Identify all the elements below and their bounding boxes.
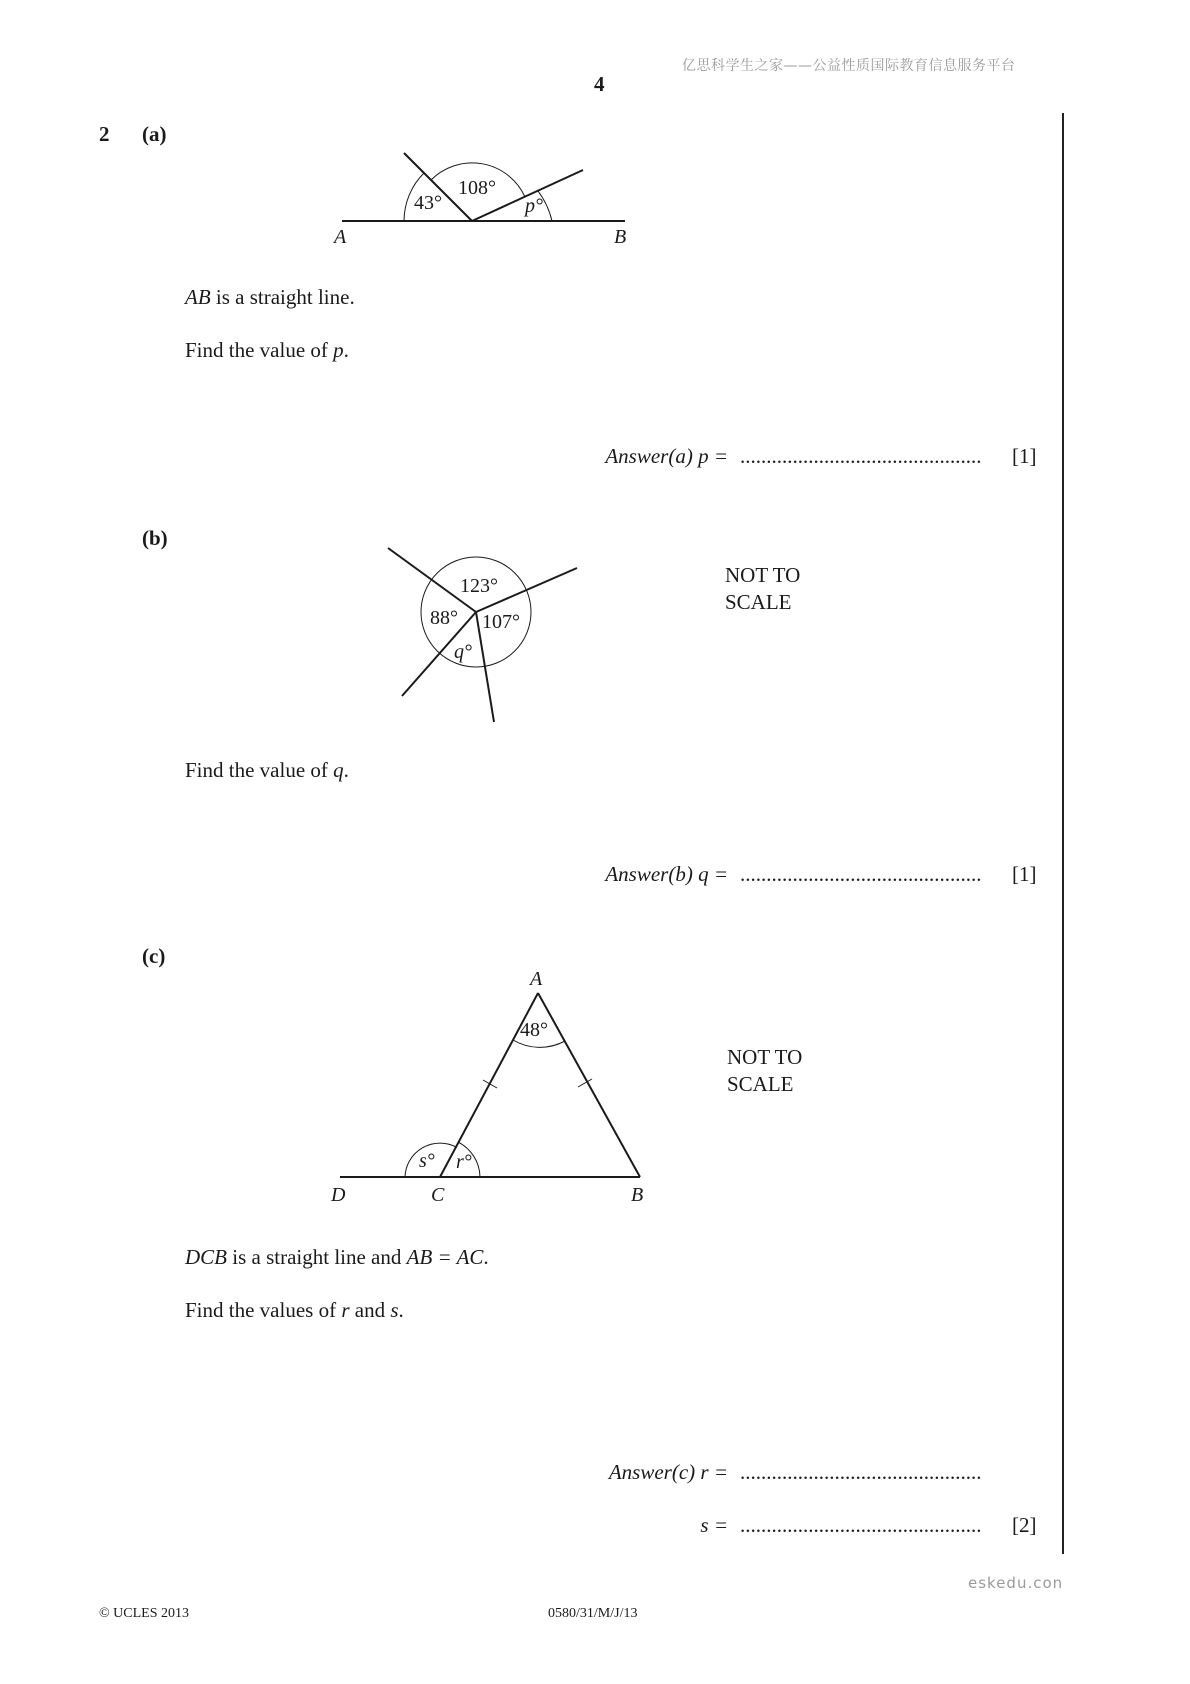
footer-copyright: © UCLES 2013 (99, 1606, 189, 1621)
statement-end: . (483, 1245, 489, 1269)
part-a-label: (a) (142, 122, 167, 146)
answer-b-label: Answer(b) q = (605, 862, 728, 886)
not-to-scale-line2: SCALE (725, 590, 792, 614)
angle-s-label: s° (419, 1150, 435, 1172)
marks-a: [1] (1012, 444, 1037, 468)
instruction-end: . (343, 758, 349, 782)
footer-code: 0580/31/M/J/13 (548, 1606, 638, 1621)
point-c-label: C (431, 1184, 445, 1206)
answer-c-s-field[interactable]: .............................................. (740, 1513, 982, 1537)
instruction-text: Find the value of (185, 758, 334, 782)
marks-c: [2] (1012, 1513, 1037, 1537)
angle-88-label: 88° (430, 607, 458, 629)
part-c-instruction (185, 1298, 404, 1323)
instruction-var-s: s (390, 1298, 399, 1322)
answer-b-field[interactable]: .............................................. (740, 862, 982, 886)
part-b-not-to-scale (725, 562, 800, 616)
angle-108-label: 108° (458, 177, 496, 199)
angle-r-label: r° (456, 1151, 472, 1173)
answer-a-label: Answer(a) p = (605, 444, 728, 468)
point-d-label: D (331, 1184, 346, 1206)
part-a-diagram (320, 140, 640, 260)
answer-c-s-label: s = (700, 1513, 728, 1537)
point-b-label: B (614, 226, 627, 248)
marks-b: [1] (1012, 862, 1037, 886)
instruction-var: q (333, 758, 344, 782)
answer-c-r-label: Answer(c) r = (608, 1460, 728, 1484)
answer-a-field[interactable]: .............................................. (740, 444, 982, 468)
dcb-var: DCB (185, 1245, 227, 1269)
statement-text: is a straight line and (227, 1245, 407, 1269)
instruction-var: p (333, 338, 344, 362)
angle-43-label: 43° (414, 192, 442, 214)
statement-text: is a straight line. (210, 285, 355, 309)
header-watermark: 亿思科学生之家——公益性质国际教育信息服务平台 (682, 58, 1016, 74)
instruction-end: . (343, 338, 349, 362)
part-b-instruction (185, 758, 349, 783)
footer-watermark: eskedu.con (968, 1574, 1064, 1592)
not-to-scale-line1: NOT TO (725, 563, 801, 587)
ab-ac-var: AB = AC (406, 1245, 484, 1269)
not-to-scale-line2: SCALE (727, 1072, 794, 1096)
point-b-label: B (631, 1184, 644, 1206)
part-a-instruction (185, 338, 349, 363)
question-number: 2 (99, 122, 110, 146)
angle-48-label: 48° (520, 1019, 548, 1041)
part-b-label: (b) (142, 526, 168, 550)
angle-107-label: 107° (482, 611, 520, 633)
instruction-mid: and (349, 1298, 391, 1322)
part-a-statement (185, 285, 355, 310)
point-a-label: A (334, 226, 347, 248)
instruction-var-r: r (341, 1298, 350, 1322)
instruction-end: . (398, 1298, 404, 1322)
part-c-label: (c) (142, 944, 166, 968)
margin-rule (1062, 113, 1064, 1554)
page-number: 4 (594, 72, 605, 96)
part-c-diagram (325, 965, 665, 1215)
part-c-statement (185, 1245, 489, 1270)
part-b-diagram (370, 540, 590, 730)
ab-var: AB (185, 285, 211, 309)
instruction-text: Find the value of (185, 338, 334, 362)
angle-q-label: q° (454, 641, 472, 663)
not-to-scale-line1: NOT TO (727, 1045, 803, 1069)
point-a-label: A (530, 968, 543, 990)
angle-123-label: 123° (460, 575, 498, 597)
part-c-not-to-scale (727, 1044, 802, 1098)
angle-p-label: p° (525, 195, 543, 217)
answer-c-r-field[interactable]: .............................................. (740, 1460, 982, 1484)
instruction-text: Find the values of (185, 1298, 342, 1322)
